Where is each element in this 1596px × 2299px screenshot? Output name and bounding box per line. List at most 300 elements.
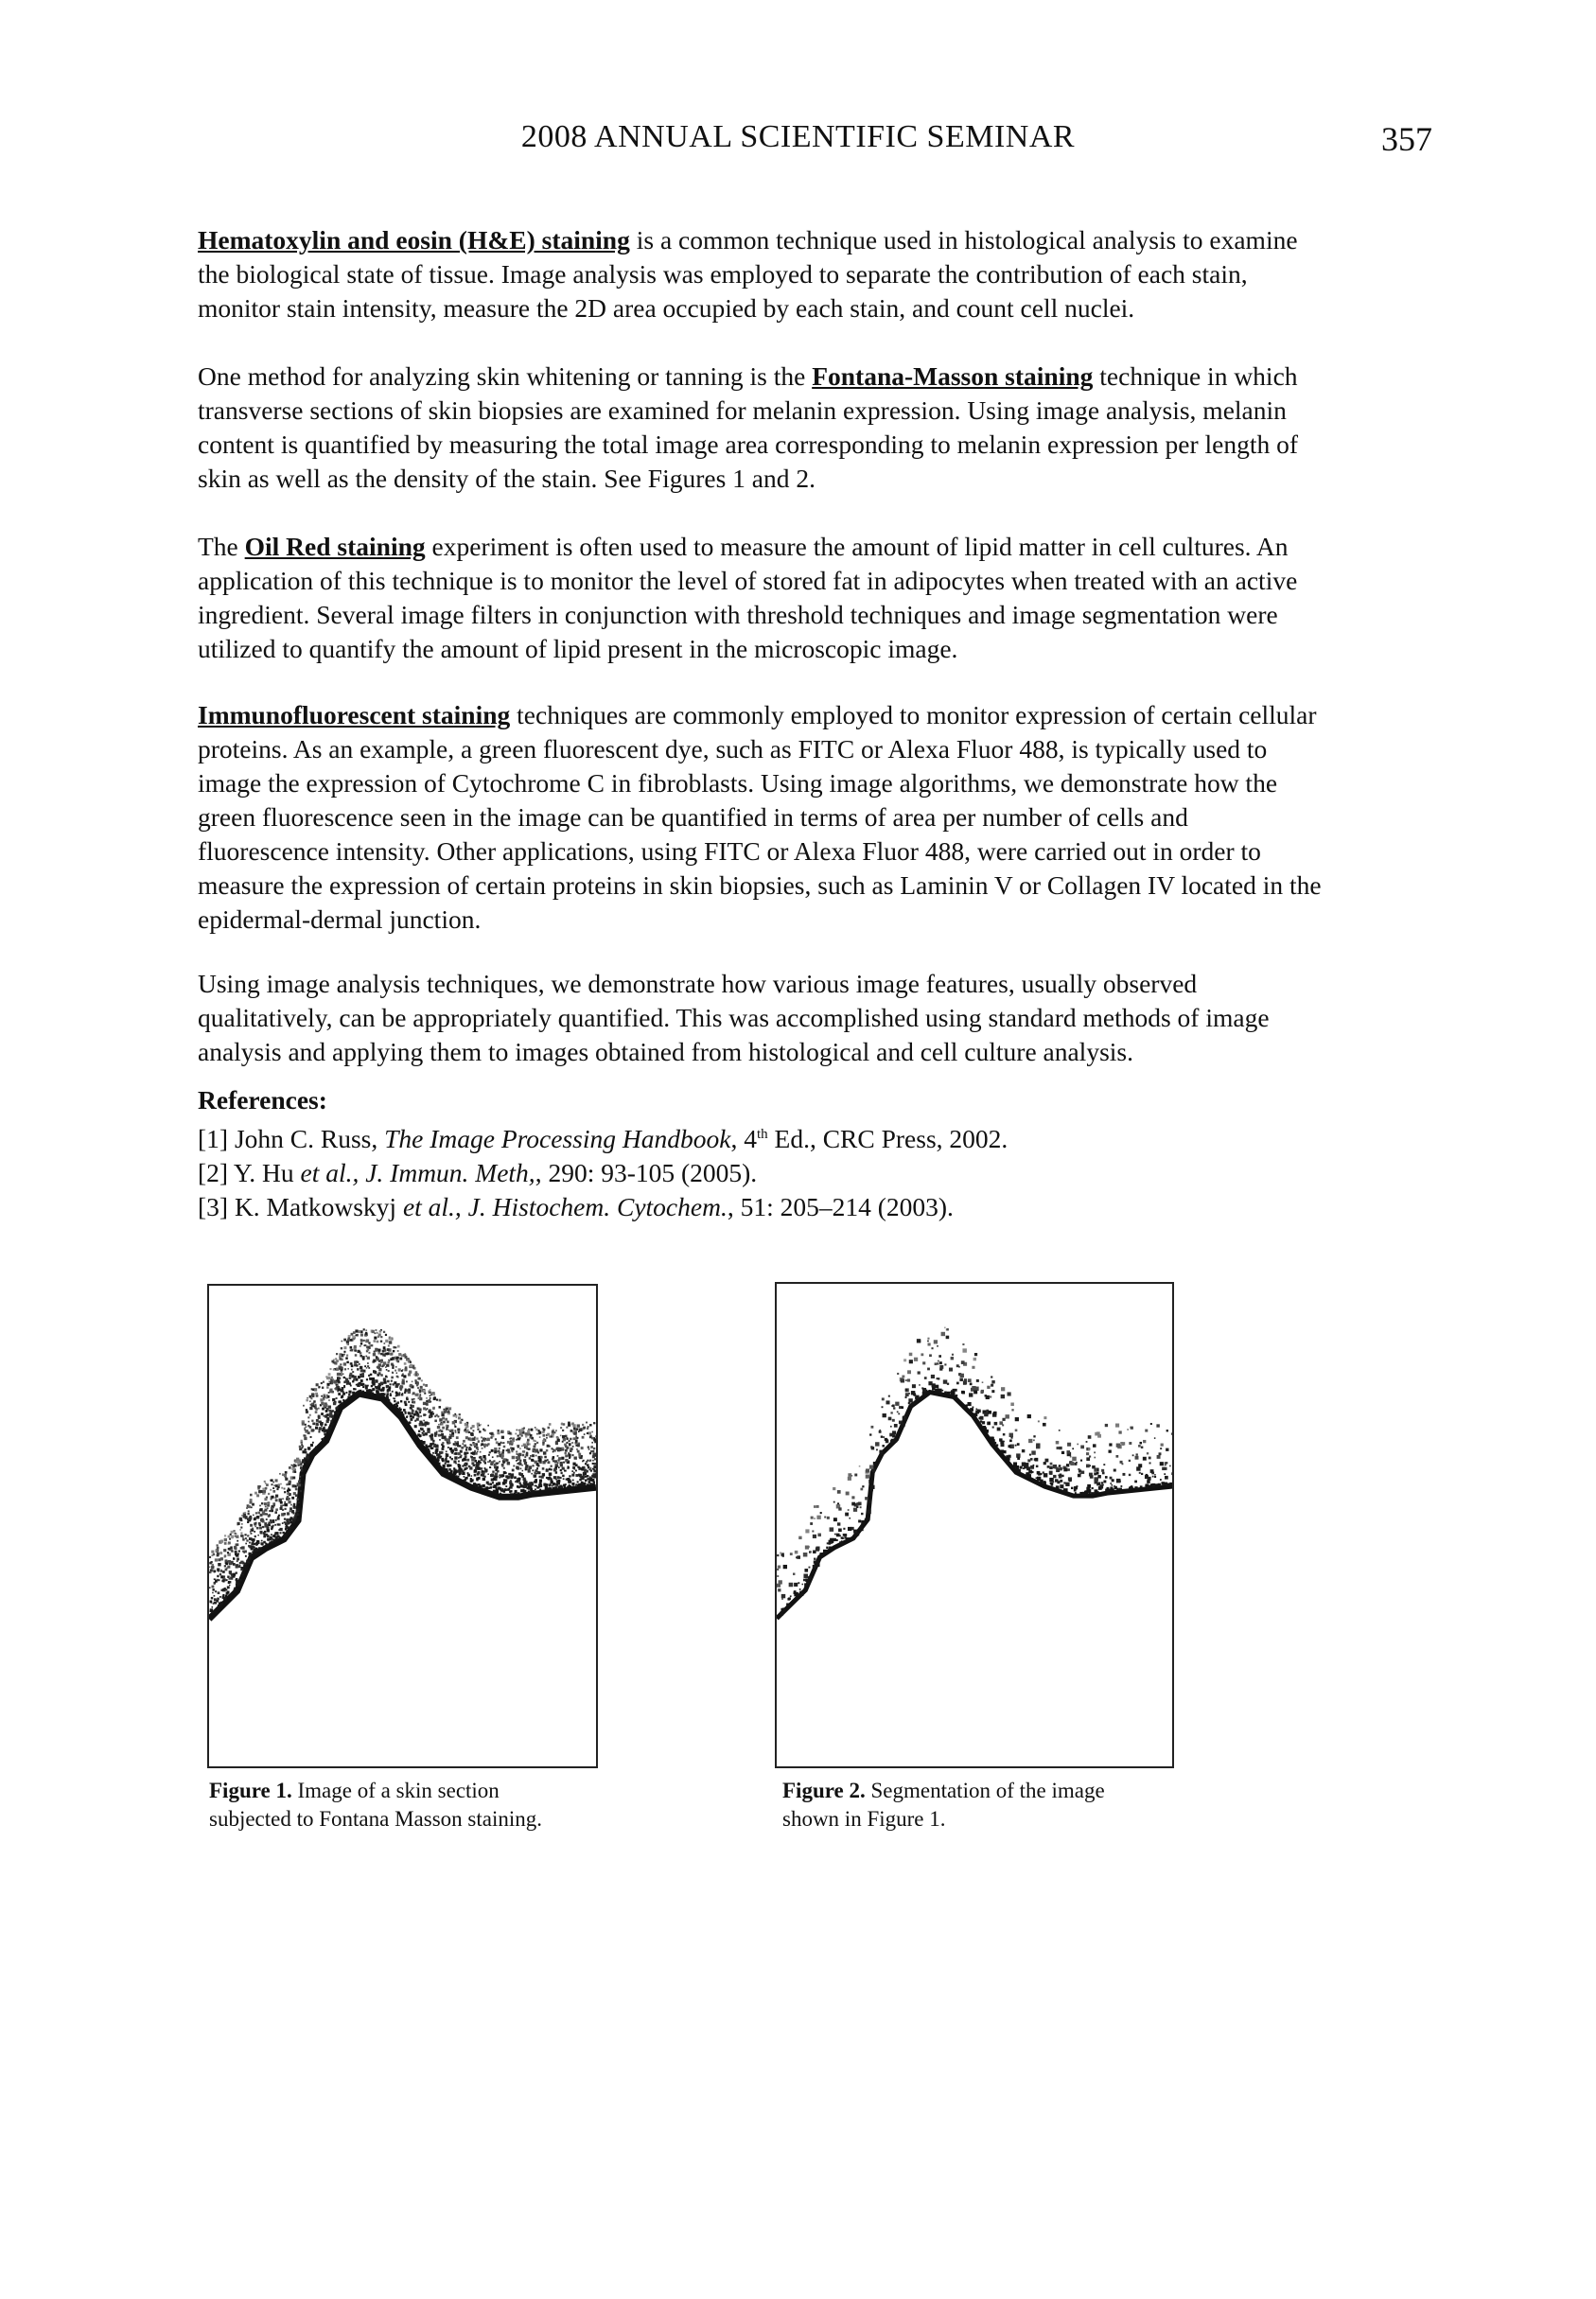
- melanin-speck: [222, 1571, 225, 1573]
- melanin-speck: [585, 1476, 587, 1478]
- melanin-speck: [1112, 1489, 1114, 1491]
- melanin-speck: [349, 1375, 351, 1377]
- melanin-speck: [247, 1521, 249, 1523]
- melanin-speck: [301, 1483, 304, 1486]
- melanin-speck: [255, 1549, 258, 1552]
- melanin-speck: [871, 1468, 875, 1472]
- melanin-speck: [373, 1360, 376, 1362]
- melanin-speck: [1070, 1462, 1074, 1465]
- melanin-speck: [505, 1485, 507, 1487]
- melanin-speck: [304, 1466, 306, 1468]
- melanin-speck: [321, 1413, 324, 1415]
- melanin-speck: [210, 1569, 213, 1571]
- melanin-speck: [529, 1482, 532, 1484]
- melanin-speck: [423, 1407, 426, 1410]
- melanin-speck: [525, 1435, 527, 1437]
- melanin-speck: [1080, 1460, 1082, 1462]
- melanin-speck: [474, 1446, 476, 1448]
- melanin-speck: [1008, 1392, 1011, 1395]
- melanin-speck: [220, 1602, 223, 1605]
- melanin-speck: [473, 1454, 475, 1456]
- melanin-speck: [1020, 1466, 1023, 1469]
- melanin-speck: [490, 1486, 492, 1488]
- melanin-speck: [303, 1465, 305, 1467]
- melanin-speck: [515, 1433, 517, 1435]
- melanin-speck: [360, 1343, 362, 1344]
- melanin-speck: [315, 1427, 318, 1430]
- melanin-speck: [484, 1447, 486, 1448]
- melanin-speck: [905, 1396, 907, 1398]
- melanin-speck: [405, 1403, 408, 1406]
- melanin-speck: [477, 1466, 480, 1469]
- melanin-speck: [382, 1350, 384, 1352]
- melanin-speck: [224, 1554, 226, 1556]
- melanin-speck: [777, 1569, 779, 1571]
- melanin-speck: [833, 1518, 837, 1521]
- melanin-speck: [518, 1482, 520, 1483]
- melanin-speck: [533, 1440, 535, 1442]
- melanin-speck: [1105, 1489, 1108, 1492]
- melanin-speck: [212, 1588, 214, 1590]
- melanin-speck: [588, 1446, 589, 1448]
- melanin-speck: [816, 1505, 819, 1508]
- melanin-speck: [1036, 1465, 1039, 1467]
- melanin-speck: [323, 1381, 324, 1383]
- melanin-speck: [1129, 1474, 1131, 1476]
- melanin-speck: [269, 1510, 271, 1512]
- melanin-speck: [240, 1533, 242, 1535]
- melanin-speck: [1165, 1476, 1168, 1480]
- melanin-speck: [897, 1373, 899, 1375]
- text-line: application of this technique is to monitor the level of stored fat in adipocytes when treated with an active: [198, 566, 1298, 595]
- melanin-speck: [558, 1448, 561, 1451]
- melanin-speck: [926, 1391, 929, 1394]
- melanin-speck: [1143, 1457, 1147, 1461]
- melanin-speck: [284, 1501, 286, 1503]
- melanin-speck: [242, 1571, 245, 1574]
- melanin-speck: [400, 1412, 403, 1414]
- melanin-speck: [814, 1560, 816, 1563]
- melanin-speck: [259, 1509, 261, 1511]
- melanin-speck: [390, 1353, 393, 1356]
- melanin-speck: [447, 1464, 449, 1466]
- melanin-speck: [1070, 1456, 1072, 1458]
- melanin-speck: [529, 1457, 531, 1459]
- melanin-speck: [328, 1373, 331, 1376]
- melanin-speck: [862, 1522, 865, 1525]
- melanin-speck: [1069, 1479, 1072, 1482]
- melanin-speck: [398, 1368, 401, 1371]
- melanin-speck: [571, 1422, 574, 1425]
- melanin-speck: [487, 1461, 489, 1463]
- melanin-speck: [860, 1488, 863, 1491]
- melanin-speck: [535, 1429, 538, 1431]
- melanin-speck: [461, 1468, 463, 1470]
- melanin-speck: [1056, 1485, 1060, 1489]
- melanin-speck: [810, 1551, 812, 1553]
- melanin-speck: [382, 1387, 385, 1390]
- melanin-speck: [220, 1539, 223, 1542]
- melanin-speck: [219, 1596, 221, 1598]
- melanin-speck: [311, 1429, 314, 1431]
- melanin-speck: [392, 1364, 394, 1366]
- melanin-speck: [870, 1446, 872, 1448]
- melanin-speck: [537, 1465, 539, 1466]
- melanin-speck: [346, 1355, 348, 1357]
- melanin-speck: [337, 1384, 339, 1386]
- melanin-speck: [237, 1540, 238, 1542]
- melanin-speck: [404, 1401, 407, 1404]
- melanin-speck: [305, 1451, 307, 1453]
- melanin-speck: [350, 1346, 353, 1349]
- melanin-speck: [575, 1435, 577, 1437]
- melanin-speck: [224, 1538, 227, 1541]
- melanin-speck: [949, 1368, 953, 1372]
- melanin-speck: [517, 1435, 519, 1437]
- melanin-speck: [1161, 1444, 1164, 1447]
- melanin-speck: [343, 1362, 346, 1365]
- melanin-speck: [939, 1365, 943, 1369]
- melanin-speck: [289, 1466, 291, 1469]
- melanin-speck: [209, 1587, 211, 1588]
- melanin-speck: [227, 1575, 229, 1577]
- melanin-speck: [535, 1440, 536, 1442]
- melanin-speck: [1171, 1432, 1172, 1434]
- melanin-speck: [482, 1478, 485, 1481]
- melanin-speck: [882, 1406, 884, 1408]
- melanin-speck: [306, 1456, 308, 1459]
- melanin-speck: [565, 1459, 568, 1462]
- melanin-speck: [432, 1452, 434, 1454]
- melanin-speck: [481, 1436, 482, 1438]
- melanin-speck: [212, 1592, 213, 1593]
- melanin-speck: [408, 1388, 411, 1391]
- melanin-speck: [404, 1390, 406, 1392]
- melanin-speck: [1066, 1464, 1069, 1466]
- melanin-speck: [219, 1606, 220, 1607]
- melanin-speck: [360, 1352, 361, 1354]
- melanin-speck: [465, 1455, 467, 1458]
- melanin-speck: [420, 1386, 423, 1389]
- melanin-speck: [369, 1378, 372, 1380]
- melanin-speck: [1099, 1484, 1103, 1488]
- melanin-speck: [803, 1573, 808, 1577]
- melanin-speck: [504, 1488, 506, 1490]
- melanin-speck: [300, 1466, 303, 1469]
- melanin-speck: [1166, 1430, 1168, 1431]
- melanin-speck: [584, 1469, 587, 1472]
- melanin-speck: [343, 1339, 346, 1342]
- melanin-speck: [865, 1497, 868, 1500]
- melanin-speck: [458, 1416, 461, 1419]
- melanin-speck: [291, 1526, 294, 1529]
- melanin-speck: [393, 1405, 395, 1408]
- melanin-speck: [275, 1479, 278, 1482]
- melanin-speck: [869, 1465, 873, 1468]
- melanin-speck: [465, 1436, 468, 1439]
- melanin-speck: [853, 1530, 857, 1534]
- melanin-speck: [503, 1467, 505, 1469]
- melanin-speck: [400, 1385, 402, 1387]
- melanin-speck: [551, 1465, 552, 1467]
- melanin-speck: [473, 1483, 476, 1485]
- melanin-speck: [571, 1454, 573, 1456]
- melanin-speck: [892, 1405, 895, 1408]
- melanin-speck: [569, 1440, 570, 1442]
- melanin-speck: [215, 1558, 218, 1561]
- melanin-speck: [569, 1457, 570, 1459]
- melanin-speck: [426, 1446, 429, 1448]
- melanin-speck: [380, 1374, 382, 1376]
- melanin-speck: [333, 1418, 335, 1420]
- melanin-speck: [462, 1459, 464, 1461]
- melanin-speck: [289, 1510, 291, 1512]
- melanin-speck: [841, 1540, 843, 1542]
- melanin-speck: [235, 1551, 237, 1553]
- melanin-speck: [316, 1419, 319, 1422]
- melanin-speck: [248, 1513, 250, 1515]
- melanin-speck: [248, 1505, 251, 1508]
- melanin-speck: [1063, 1467, 1067, 1471]
- melanin-speck: [412, 1416, 414, 1419]
- melanin-speck: [830, 1538, 833, 1542]
- melanin-speck: [517, 1447, 519, 1448]
- melanin-speck: [214, 1570, 217, 1572]
- melanin-speck: [942, 1390, 944, 1392]
- melanin-speck: [318, 1386, 320, 1388]
- melanin-speck: [803, 1553, 808, 1556]
- melanin-speck: [295, 1494, 298, 1497]
- melanin-speck: [931, 1375, 935, 1378]
- melanin-speck: [1136, 1453, 1138, 1455]
- melanin-speck: [388, 1386, 391, 1389]
- melanin-speck: [861, 1513, 863, 1515]
- melanin-speck: [497, 1455, 499, 1457]
- melanin-speck: [333, 1369, 335, 1371]
- melanin-speck: [260, 1490, 263, 1493]
- melanin-speck: [879, 1430, 881, 1431]
- melanin-speck: [286, 1525, 288, 1527]
- melanin-speck: [1077, 1444, 1079, 1446]
- melanin-speck: [339, 1368, 341, 1370]
- melanin-speck: [288, 1500, 290, 1503]
- melanin-speck: [459, 1445, 461, 1447]
- melanin-speck: [938, 1360, 939, 1362]
- melanin-speck: [1059, 1430, 1061, 1431]
- melanin-speck: [463, 1480, 465, 1482]
- melanin-speck: [1131, 1427, 1133, 1430]
- melanin-speck: [229, 1585, 230, 1586]
- melanin-speck: [287, 1496, 289, 1499]
- melanin-speck: [1008, 1455, 1010, 1458]
- melanin-speck: [1059, 1465, 1061, 1466]
- melanin-speck: [991, 1376, 992, 1378]
- melanin-speck: [383, 1381, 386, 1384]
- melanin-speck: [851, 1502, 855, 1506]
- melanin-speck: [375, 1386, 377, 1388]
- melanin-speck: [449, 1468, 451, 1470]
- melanin-speck: [371, 1385, 373, 1387]
- melanin-speck: [453, 1460, 456, 1463]
- melanin-speck: [565, 1470, 567, 1472]
- melanin-speck: [242, 1576, 244, 1578]
- melanin-speck: [319, 1429, 321, 1430]
- melanin-speck: [843, 1534, 846, 1536]
- text: is a common technique used in histological analysis to examine: [629, 225, 1298, 254]
- melanin-speck: [1147, 1480, 1150, 1483]
- melanin-speck: [371, 1344, 373, 1346]
- melanin-speck: [895, 1402, 899, 1406]
- melanin-speck: [226, 1579, 228, 1581]
- melanin-speck: [358, 1330, 360, 1333]
- melanin-speck: [544, 1460, 547, 1463]
- melanin-speck: [587, 1464, 588, 1465]
- melanin-speck: [571, 1474, 574, 1477]
- melanin-speck: [345, 1400, 347, 1402]
- melanin-speck: [366, 1367, 367, 1368]
- melanin-speck: [798, 1536, 801, 1539]
- melanin-speck: [557, 1439, 559, 1441]
- melanin-speck: [1057, 1467, 1059, 1469]
- melanin-speck: [497, 1450, 499, 1452]
- melanin-speck: [318, 1408, 320, 1410]
- melanin-speck: [323, 1415, 324, 1417]
- melanin-speck: [779, 1580, 782, 1584]
- melanin-speck: [486, 1482, 489, 1484]
- melanin-speck: [216, 1550, 218, 1552]
- melanin-speck: [1061, 1475, 1063, 1477]
- melanin-speck: [1015, 1445, 1017, 1447]
- melanin-speck: [458, 1476, 460, 1478]
- melanin-speck: [355, 1354, 357, 1356]
- melanin-speck: [1149, 1457, 1151, 1460]
- melanin-speck: [781, 1598, 783, 1599]
- melanin-speck: [415, 1371, 418, 1374]
- melanin-speck: [289, 1493, 291, 1495]
- melanin-speck: [479, 1430, 481, 1432]
- melanin-speck: [247, 1535, 249, 1536]
- melanin-speck: [292, 1505, 294, 1507]
- melanin-speck: [275, 1532, 278, 1535]
- melanin-speck: [522, 1484, 524, 1486]
- melanin-speck: [886, 1400, 889, 1404]
- melanin-speck: [386, 1395, 388, 1396]
- melanin-speck: [400, 1400, 402, 1402]
- melanin-speck: [509, 1483, 511, 1484]
- melanin-speck: [503, 1471, 506, 1474]
- melanin-speck: [1094, 1451, 1096, 1453]
- melanin-speck: [220, 1589, 222, 1591]
- melanin-speck: [386, 1364, 389, 1367]
- melanin-speck: [360, 1366, 362, 1369]
- melanin-speck: [868, 1480, 872, 1483]
- melanin-speck: [271, 1479, 273, 1482]
- melanin-speck: [510, 1480, 512, 1482]
- melanin-speck: [549, 1468, 552, 1471]
- melanin-speck: [583, 1427, 586, 1430]
- melanin-speck: [209, 1556, 211, 1558]
- melanin-speck: [1122, 1473, 1125, 1476]
- melanin-speck: [536, 1442, 538, 1444]
- melanin-speck: [342, 1373, 344, 1375]
- melanin-speck: [245, 1516, 248, 1518]
- melanin-speck: [509, 1443, 511, 1445]
- melanin-speck: [566, 1479, 568, 1481]
- melanin-speck: [304, 1428, 306, 1430]
- melanin-speck: [1056, 1468, 1060, 1472]
- melanin-speck: [430, 1454, 433, 1457]
- melanin-speck: [313, 1406, 315, 1408]
- melanin-speck: [1145, 1485, 1147, 1487]
- melanin-speck: [211, 1597, 213, 1599]
- melanin-speck: [454, 1456, 457, 1459]
- melanin-speck: [430, 1395, 431, 1396]
- melanin-speck: [862, 1485, 864, 1487]
- melanin-speck: [1139, 1442, 1142, 1444]
- melanin-speck: [592, 1455, 595, 1458]
- melanin-speck: [1162, 1467, 1165, 1470]
- melanin-speck: [275, 1508, 278, 1511]
- melanin-speck: [875, 1463, 878, 1465]
- melanin-speck: [879, 1450, 883, 1453]
- melanin-speck: [905, 1393, 909, 1396]
- melanin-speck: [493, 1460, 495, 1462]
- melanin-speck: [211, 1586, 214, 1588]
- melanin-speck: [253, 1552, 254, 1553]
- melanin-speck: [502, 1442, 504, 1444]
- melanin-speck: [594, 1463, 596, 1465]
- melanin-speck: [557, 1476, 560, 1479]
- melanin-speck: [851, 1496, 854, 1499]
- melanin-speck: [546, 1468, 547, 1469]
- melanin-speck: [377, 1341, 379, 1343]
- melanin-speck: [883, 1413, 886, 1417]
- melanin-speck: [595, 1435, 596, 1437]
- melanin-speck: [472, 1430, 474, 1431]
- melanin-speck: [1116, 1479, 1121, 1483]
- melanin-speck: [780, 1552, 781, 1553]
- melanin-speck: [535, 1448, 538, 1451]
- melanin-speck: [229, 1538, 231, 1540]
- melanin-speck: [395, 1370, 396, 1372]
- melanin-speck: [482, 1484, 484, 1486]
- melanin-speck: [526, 1483, 528, 1484]
- melanin-speck: [405, 1366, 408, 1369]
- melanin-speck: [290, 1465, 292, 1466]
- melanin-speck: [292, 1484, 295, 1487]
- melanin-speck: [353, 1388, 355, 1390]
- melanin-speck: [235, 1533, 237, 1535]
- melanin-speck: [559, 1485, 562, 1488]
- melanin-speck: [827, 1542, 829, 1544]
- melanin-speck: [309, 1407, 312, 1410]
- melanin-speck: [224, 1535, 226, 1536]
- melanin-speck: [445, 1463, 447, 1465]
- melanin-speck: [986, 1395, 990, 1399]
- melanin-speck: [328, 1392, 330, 1394]
- melanin-speck: [355, 1334, 357, 1336]
- melanin-speck: [312, 1442, 314, 1444]
- running-header: 2008 ANNUAL SCIENTIFIC SEMINAR: [520, 119, 1076, 154]
- melanin-speck: [552, 1456, 554, 1458]
- melanin-speck: [587, 1478, 588, 1480]
- melanin-speck: [778, 1588, 780, 1591]
- melanin-speck: [447, 1470, 448, 1472]
- melanin-speck: [489, 1466, 491, 1468]
- melanin-speck: [284, 1503, 287, 1506]
- melanin-speck: [485, 1486, 488, 1489]
- melanin-speck: [235, 1547, 237, 1550]
